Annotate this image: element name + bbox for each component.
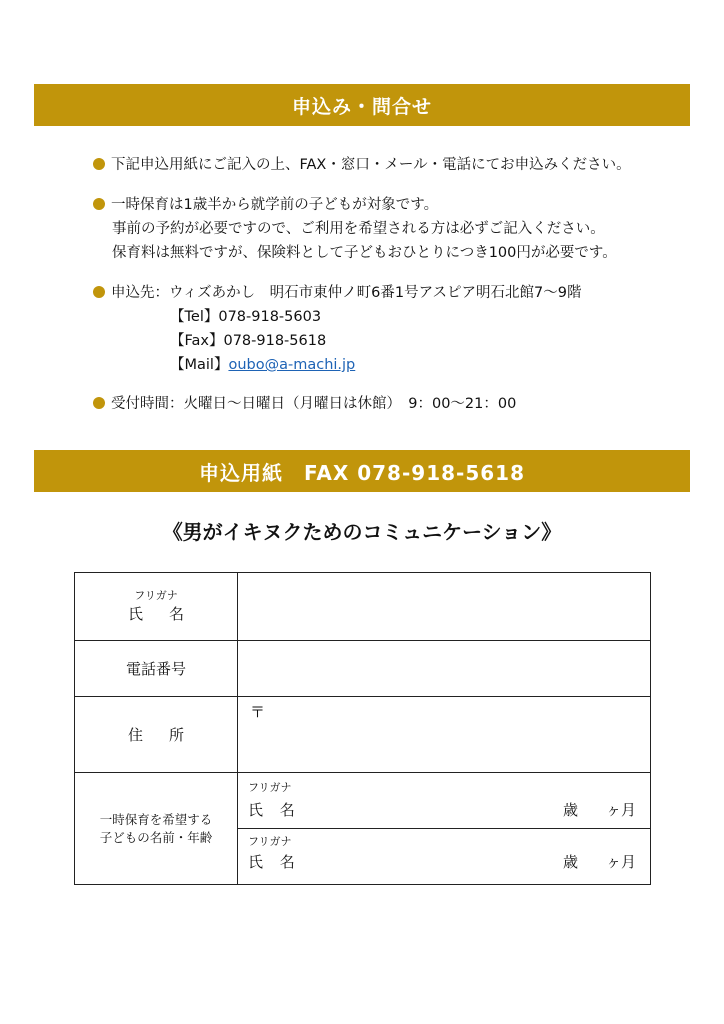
child-2-input-cell[interactable] <box>238 829 651 885</box>
name-label: 氏名 <box>127 605 210 623</box>
child-row-1 <box>75 773 651 829</box>
name-input-cell[interactable] <box>238 573 651 641</box>
child-label-cell <box>75 773 238 885</box>
address-row <box>75 697 651 773</box>
child-label-line-2: 子どもの名前・年齢 <box>99 829 213 845</box>
bullet-icon <box>93 286 105 298</box>
tel-line: 【Tel】078-918-5603 <box>170 309 322 325</box>
info-line-2c: 保育料は無料ですが、保険料として子どもおひとりにつき100円が必要です。 <box>112 245 617 261</box>
address-label: 住所 <box>127 726 210 744</box>
child-1-name-label: 氏 名 <box>248 801 301 819</box>
apply-to-line: 申込先：ウィズあかし 明石市東仲ノ町6番1号アスピア明石北館7～9階 <box>93 284 581 302</box>
info-line-1: 下記申込用紙にご記入の上、FAX・窓口・メール・電話にてお申込みください。 <box>93 156 631 174</box>
mail-link[interactable]: oubo@a-machi.jp <box>228 357 356 373</box>
child-1-age: 歳 ヶ月 <box>562 801 636 819</box>
bullet-icon <box>93 158 105 170</box>
phone-input-cell[interactable] <box>238 641 651 697</box>
mail-line: 【Mail】oubo@a-machi.jp <box>170 357 356 373</box>
address-input-cell[interactable] <box>238 697 651 773</box>
furigana-label: フリガナ <box>134 589 178 602</box>
phone-row <box>75 641 651 697</box>
child-label-line-1: 一時保育を希望する <box>99 811 213 827</box>
hours-line: 受付時間：火曜日～日曜日（月曜日は休館） 9：00～21：00 <box>93 395 516 413</box>
application-form-title: 申込用紙 FAX 078-918-5618 <box>199 460 525 485</box>
inquiry-header-title: 申込み・問合せ <box>291 95 432 118</box>
address-label-cell <box>75 697 238 773</box>
child-1-furigana: フリガナ <box>248 781 292 794</box>
postal-mark: 〒 <box>250 703 266 721</box>
inquiry-header <box>34 84 690 126</box>
application-form-header <box>34 450 690 492</box>
child-2-name-label: 氏 名 <box>248 853 301 871</box>
name-row <box>75 573 651 641</box>
fax-line: 【Fax】078-918-5618 <box>170 333 327 349</box>
name-label-cell <box>75 573 238 641</box>
info-line-2: 一時保育は1歳半から就学前の子どもが対象です。 <box>93 196 438 214</box>
phone-label: 電話番号 <box>75 641 238 697</box>
bullet-icon <box>93 198 105 210</box>
bullet-icon <box>93 397 105 409</box>
child-2-furigana: フリガナ <box>248 835 292 848</box>
event-title: 《男がイキヌクためのコミュニケーション》 <box>162 520 562 544</box>
child-2-age: 歳 ヶ月 <box>562 853 636 871</box>
child-1-input-cell[interactable] <box>238 773 651 829</box>
application-form-table <box>74 572 651 885</box>
info-line-2b: 事前の予約が必要ですので、ご利用を希望される方は必ずご記入ください。 <box>112 221 605 237</box>
